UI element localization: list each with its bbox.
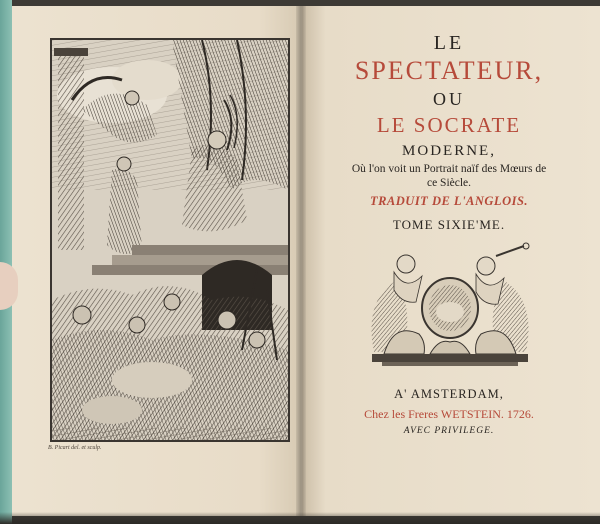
imprint-block — [318, 386, 580, 438]
volume-line: TOME SIXIE'ME. — [392, 217, 506, 232]
title-line-le: LE — [433, 32, 465, 54]
title-line-moderne: MODERNE, — [402, 143, 496, 159]
description-line-2: ce Siècle. — [426, 177, 472, 189]
title-page-text — [318, 18, 580, 234]
vignette-drawing — [364, 242, 536, 370]
imprint-publisher: Chez les Freres WETSTEIN. 1726. — [364, 407, 534, 421]
title-line-ou: OU — [433, 89, 465, 109]
printers-vignette — [364, 242, 536, 370]
bottom-shadow — [0, 512, 600, 524]
frontispiece-engraving — [50, 38, 290, 442]
imprint-place: A' AMSTERDAM, — [394, 387, 504, 401]
description-line-1: Où l'on voit un Portrait naïf des Mœurs de — [351, 163, 547, 175]
title-line-socrate: LE SOCRATE — [376, 113, 522, 137]
imprint-privilege: AVEC PRIVILEGE. — [403, 426, 495, 436]
frontispiece-drawing — [52, 40, 288, 440]
title-line-spectateur: SPECTATEUR, — [354, 56, 544, 85]
translated-line: TRADUIT DE L'ANGLOIS. — [369, 194, 529, 208]
book-gutter — [296, 6, 306, 516]
engraver-signature: B. Picart del. et sculp. — [48, 445, 102, 451]
